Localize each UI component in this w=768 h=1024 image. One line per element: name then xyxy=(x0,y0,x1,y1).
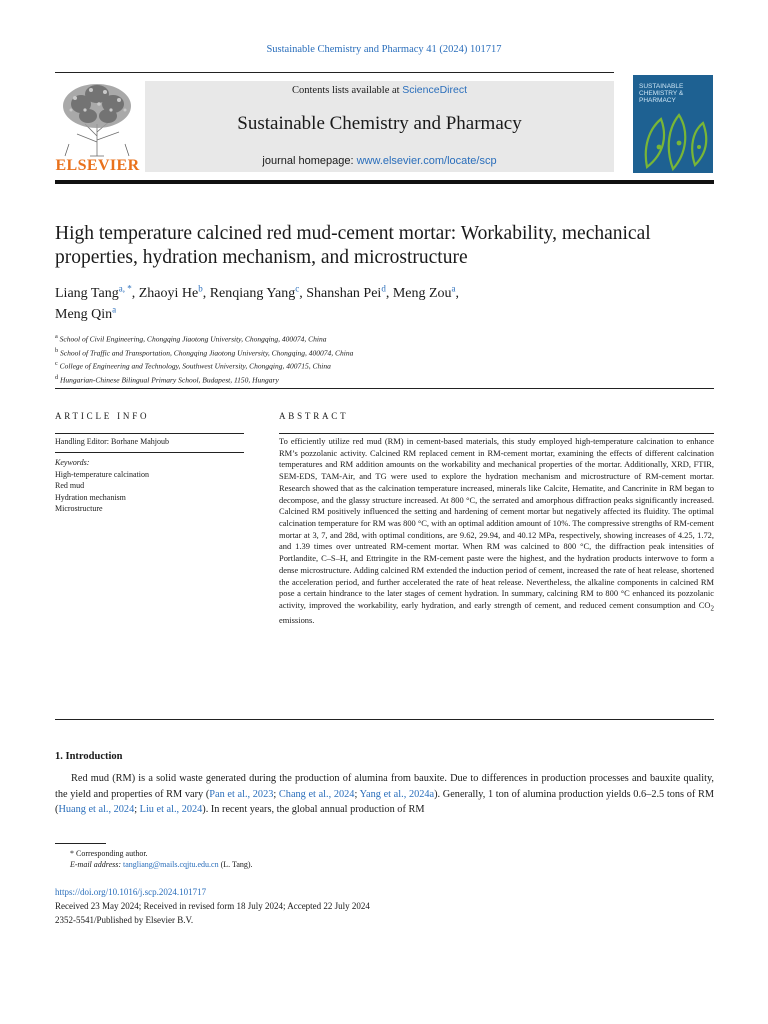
section-divider xyxy=(55,388,714,389)
affiliation-item xyxy=(55,331,715,345)
affiliation-item xyxy=(55,372,715,386)
author-name[interactable]: Zhaoyi He xyxy=(138,286,199,301)
sciencedirect-link[interactable]: ScienceDirect xyxy=(402,84,467,96)
abstract-subscript: 2 xyxy=(710,604,714,613)
citation-separator: ; xyxy=(354,788,360,800)
publisher-name: ELSEVIER xyxy=(55,157,140,174)
keyword-item: Hydration mechanism xyxy=(55,492,126,502)
corresponding-mark: * xyxy=(70,849,74,858)
footnote-rule xyxy=(55,843,106,844)
abstract-text xyxy=(279,436,714,627)
contents-prefix: Contents lists available at xyxy=(291,85,403,96)
abstract-ending: emissions. xyxy=(279,615,315,626)
affiliation-mark[interactable]: b xyxy=(198,283,203,294)
affiliation-mark: a xyxy=(55,333,58,340)
affiliation-item xyxy=(55,345,715,359)
journal-title[interactable]: Sustainable Chemistry and Pharmacy xyxy=(237,113,522,134)
issn-line: 2352-5541/Published by Elsevier B.V. xyxy=(55,915,194,925)
publication-dates: Received 23 May 2024; Received in revised form 18 July 2024; Accepted 22 July 2024 xyxy=(55,901,370,911)
contents-line xyxy=(145,84,614,96)
keywords-label: Keywords: xyxy=(55,458,90,467)
author-name[interactable]: Shanshan Pei xyxy=(306,286,382,301)
citation-separator: ; xyxy=(134,804,140,815)
corresponding-text: Corresponding author. xyxy=(74,849,148,858)
affiliation-mark[interactable]: a xyxy=(451,283,456,294)
affiliation-mark[interactable]: c xyxy=(295,283,300,294)
author-separator: , xyxy=(455,286,460,301)
abstract-rule xyxy=(279,433,714,434)
affiliation-mark: b xyxy=(55,346,59,354)
affiliation-mark[interactable]: a, * xyxy=(118,283,132,294)
affiliation-text: School of Civil Engineering, Chongqing Jiaotong University, Chongqing, 400074, China xyxy=(59,334,327,344)
abstract-body: To efficiently utilize red mud (RM) in cement-based materials, this study employed high-temperature calcination to enhance RM’s pozzolanic activity. Calcined RM replaced cement in RM-cement mortar, examining the effects of different calcination temperatures and RM addition amounts on the workability and mechanical properties of the mortar. Additionally, XRD, FTIR, SEM-EDS, TAM-Air, and TG were used to explore the hydration mechanism and microstructure of RM-cement mortar. Research showed that as the calcination temperature increased, minerals like Calcite, Hematite, and Cancrinite in RM began to decompose, and the glassy structure increased. At 800 °C, the serrated and amorphous diffraction peaks significantly increased. Calcined RM positively influenced the setting and hardening of cement mortar but negatively affected its fluidity. The optimal calcination temperature for RM was 800 °C, with an optimal addition amount of 10%. The compressive strengths of RM-cement mortar at 3, 7, and 28d, with optimal conditions, are 9.62, 29.94, and 40.12 MPa, respectively, showing increases of 4.25, 1.72, and 1.39 times over untreated RM-cement mortar. When RM was calcined to 800 °C, the diffraction peak intensities of Portlandite, C–S–H, and Ettringite in the RM-cement paste were the highest, and the hydration products interwove to form a dense microstructure. Adding calcined RM extended the induction period of cement, increased the rate of heat release, shortened the acceleration period, and further accelerated the rate of heat release. Nevertheless, the alkaline components in calcined RM pose a certain hindrance to the later stages of cement hydration. In summary, calcining RM to 800 °C enhanced its pozzolanic activity, improved the workability, early hydration, and early strength of cement, and reduced cement consumption and CO xyxy=(279,436,714,611)
author-separator: , xyxy=(131,286,139,301)
affiliation-text: Hungarian-Chinese Bilingual Primary School, Budapest, 1150, Hungary xyxy=(60,375,279,384)
intro-text: Red mud (RM) is a solid waste generated during the production of alumina from bauxite. Due to differences in production processes and bauxite quality, the yield and properties of RM vary ( xyxy=(55,773,714,800)
citation-link[interactable]: Chang et al., 2024 xyxy=(278,788,355,800)
citation-link[interactable]: Huang et al., 2024 xyxy=(58,804,135,815)
homepage-prefix: journal homepage: xyxy=(262,155,357,167)
affiliation-mark: d xyxy=(55,373,59,381)
article-info-heading: ARTICLE INFO xyxy=(55,411,150,421)
cover-title: SUSTAINABLE CHEMISTRY & PHARMACY xyxy=(639,83,684,104)
introduction-heading: 1. Introduction xyxy=(55,751,123,762)
keyword-item: Red mud xyxy=(55,481,85,491)
article-info-rule xyxy=(55,433,244,434)
affiliation-list xyxy=(55,331,715,385)
affiliation-mark[interactable]: a xyxy=(112,304,117,315)
introduction-paragraph xyxy=(55,771,714,818)
author-name[interactable]: Liang Tang xyxy=(55,286,119,301)
homepage-line xyxy=(145,155,614,167)
journal-reference[interactable]: Sustainable Chemistry and Pharmacy 41 (2024) 101717 xyxy=(266,44,502,55)
email-label: E-mail address: xyxy=(70,860,122,869)
keyword-item: High-temperature calcination xyxy=(55,469,149,479)
homepage-link[interactable]: www.elsevier.com/locate/scp xyxy=(356,155,497,167)
email-suffix: (L. Tang). xyxy=(218,860,253,869)
citation-separator: ; xyxy=(273,788,279,800)
affiliation-item xyxy=(55,358,715,372)
article-info-rule xyxy=(55,452,244,453)
handling-editor: Handling Editor: Borhane Mahjoub xyxy=(55,437,169,446)
email-note xyxy=(70,860,253,869)
citation-link[interactable]: Yang et al., 2024a xyxy=(359,788,435,800)
author-separator: , xyxy=(202,286,210,301)
header-rule-top xyxy=(55,72,614,73)
author-name[interactable]: Meng Zou xyxy=(392,286,452,301)
keywords-block xyxy=(55,457,149,515)
header-rule-bottom xyxy=(55,180,714,184)
author-name[interactable]: Renqiang Yang xyxy=(209,286,296,301)
publisher-logo[interactable] xyxy=(55,80,140,175)
journal-cover-image[interactable] xyxy=(633,75,713,173)
intro-text: ). Generally, 1 ton of alumina production yields 0.6–2.5 tons of RM ( xyxy=(55,788,714,815)
cover-leaf-icon xyxy=(633,107,713,173)
author-list xyxy=(55,283,715,325)
doi-link[interactable]: https://doi.org/10.1016/j.scp.2024.101717 xyxy=(55,887,207,897)
affiliation-text: School of Traffic and Transportation, Chongqing Jiaotong University, Chongqing, 400074, China xyxy=(60,348,354,357)
affiliation-mark: c xyxy=(55,360,58,367)
keyword-item: Microstructure xyxy=(55,504,103,514)
section-divider xyxy=(55,719,714,720)
intro-text: ). In recent years, the global annual production of RM xyxy=(202,804,425,815)
article-title: High temperature calcined red mud-cement mortar: Workability, mechanical properties, hydration mechanism, and microstructure xyxy=(55,223,651,268)
elsevier-tree-icon xyxy=(55,80,140,158)
author-name[interactable]: Meng Qin xyxy=(55,307,113,322)
author-separator: , xyxy=(385,286,393,301)
journal-header-box xyxy=(145,81,614,172)
citation-link[interactable]: Liu et al., 2024 xyxy=(139,804,203,815)
citation-link[interactable]: Pan et al., 2023 xyxy=(209,788,274,800)
affiliation-mark[interactable]: d xyxy=(381,283,386,294)
email-link[interactable]: tangliang@mails.cqjtu.edu.cn xyxy=(123,860,219,869)
corresponding-author-note xyxy=(70,849,148,858)
affiliation-text: College of Engineering and Technology, Southwest University, Chongqing, 400715, China xyxy=(59,361,331,371)
author-separator: , xyxy=(299,286,307,301)
abstract-heading: ABSTRACT xyxy=(279,411,349,421)
